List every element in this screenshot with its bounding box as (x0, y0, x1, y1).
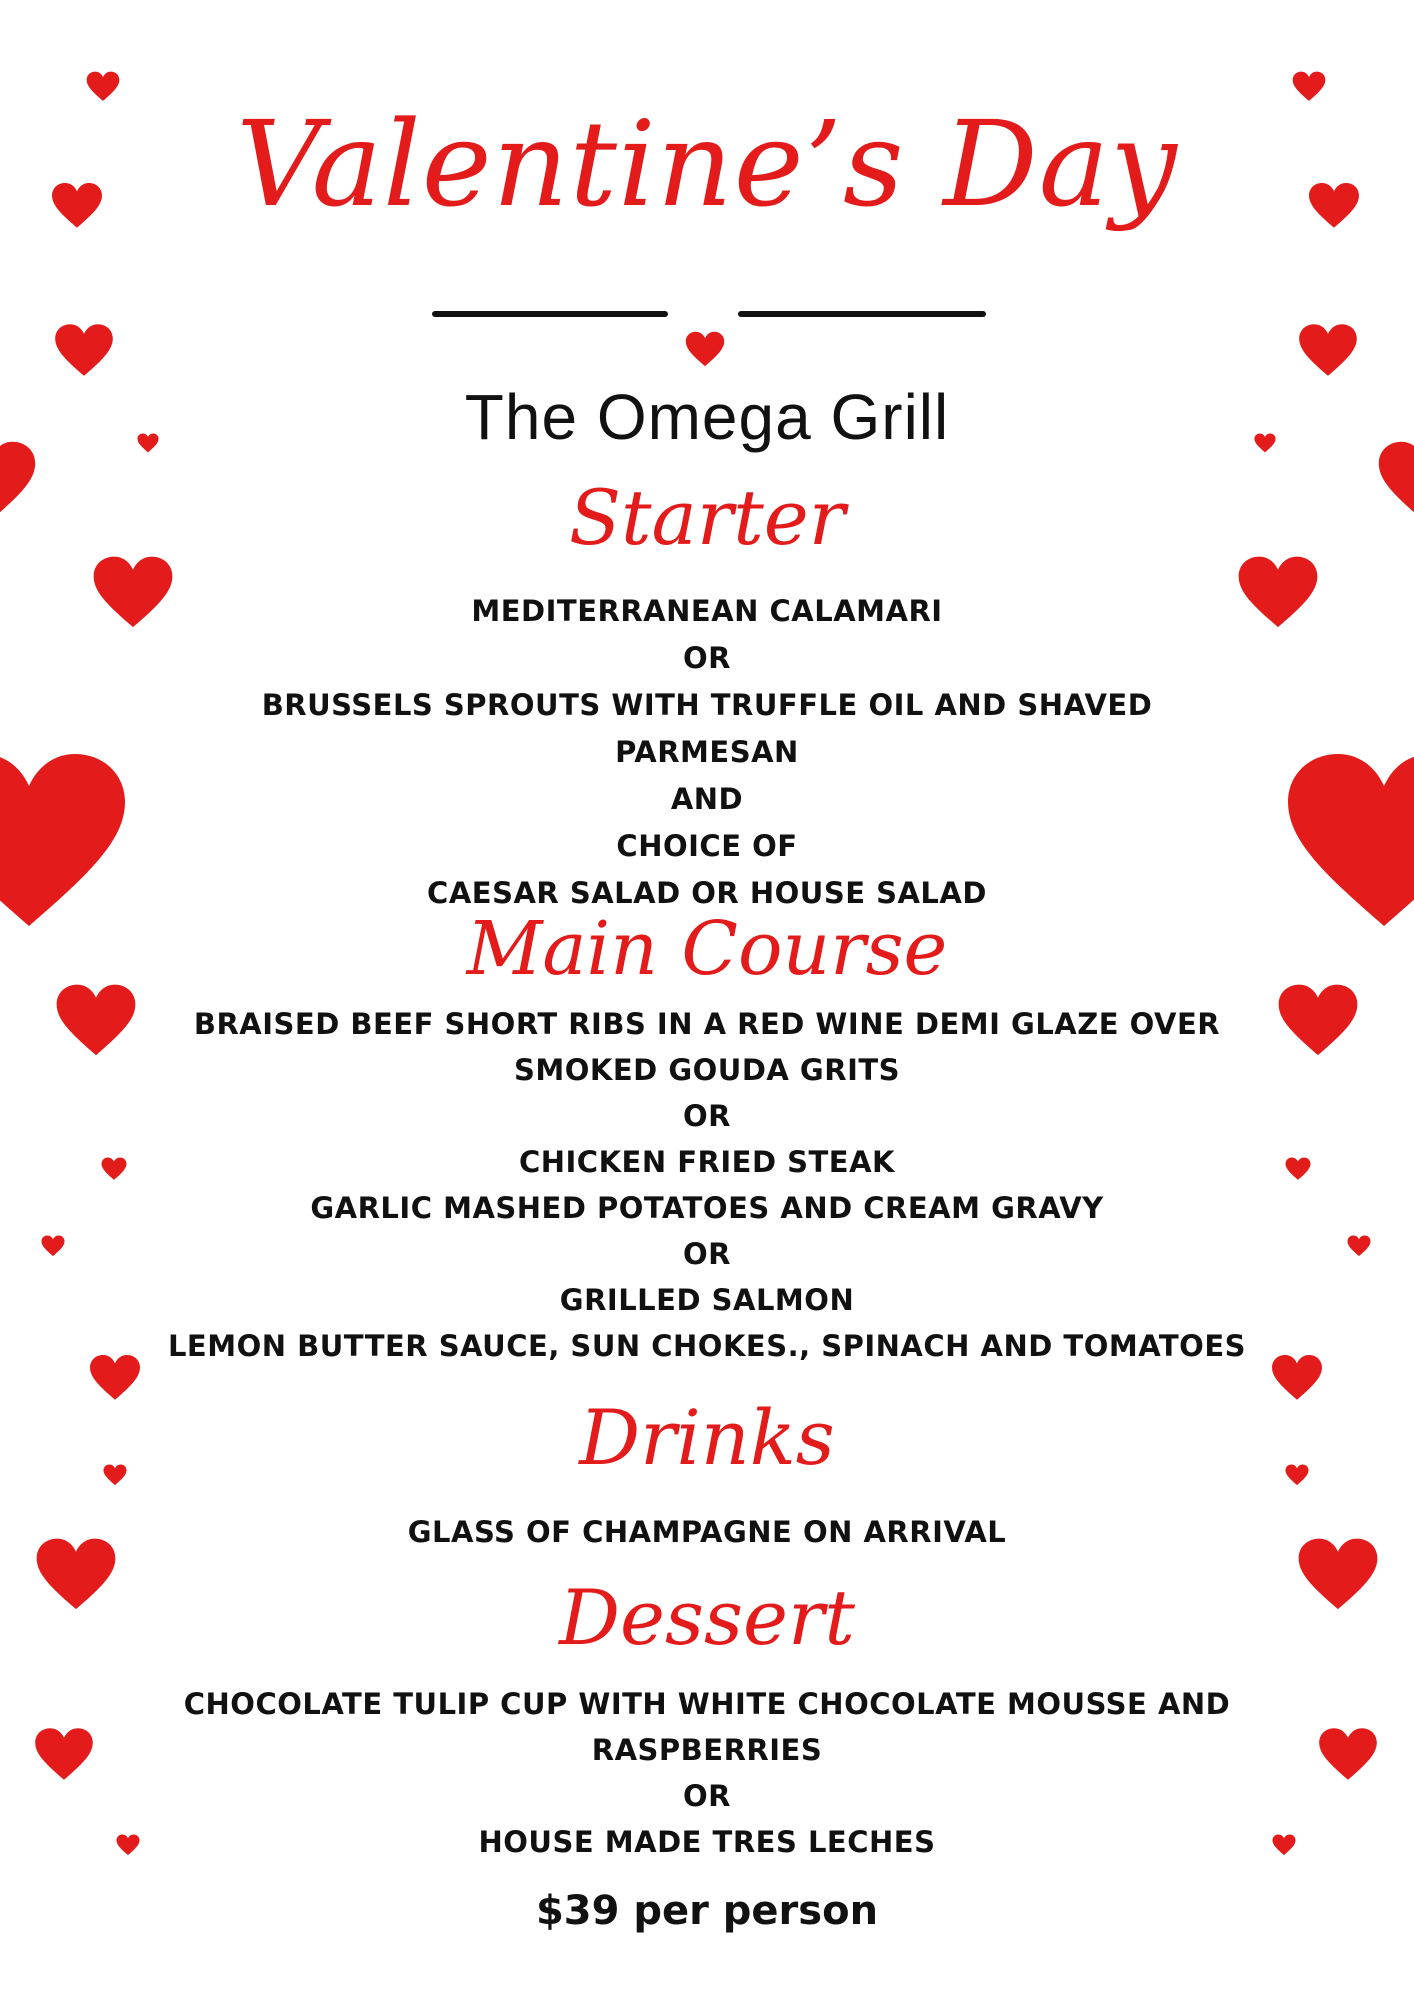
heart-icon (1284, 750, 1414, 930)
divider-line-left (432, 311, 668, 317)
heart-icon (1347, 1235, 1371, 1257)
menu-item: OR (683, 641, 731, 675)
heart-icon (89, 1354, 141, 1401)
menu-item: GLASS OF CHAMPAGNE ON ARRIVAL (407, 1515, 1007, 1549)
menu-item: CHICKEN FRIED STEAK (518, 1145, 896, 1179)
heart-icon (41, 1235, 65, 1257)
menu-item: GRILLED SALMON (559, 1283, 855, 1317)
menu-item: RASPBERRIES (591, 1733, 823, 1767)
menu-item: HOUSE MADE TRES LECHES (478, 1825, 936, 1859)
starter-items (150, 588, 1264, 917)
price-per-person: $39 per person (535, 1888, 879, 1934)
heart-icon (1271, 1354, 1323, 1401)
divider-heart-icon (685, 331, 725, 367)
divider-line-right (738, 311, 986, 317)
menu-item: OR (683, 1237, 731, 1271)
drinks-items (150, 1509, 1264, 1555)
section-heading-dessert: Dessert (559, 1573, 855, 1662)
heart-icon (1292, 71, 1326, 102)
main-course-items (150, 1001, 1264, 1369)
heart-icon (116, 1834, 140, 1856)
menu-item: SMOKED GOUDA GRITS (513, 1053, 901, 1087)
heart-icon (34, 1727, 94, 1781)
section-heading-starter: Starter (568, 473, 846, 562)
menu-item: BRUSSELS SPROUTS WITH TRUFFLE OIL AND SHAVED (261, 688, 1153, 722)
menu-item: AND (670, 782, 744, 816)
section-heading-drinks: Drinks (579, 1393, 835, 1482)
restaurant-name: The Omega Grill (464, 381, 950, 453)
menu-item: CAESAR SALAD OR HOUSE SALAD (427, 876, 987, 910)
menu-title: Valentine’s Day (236, 95, 1178, 233)
heart-icon (0, 750, 129, 930)
heart-icon (55, 983, 137, 1057)
menu-item: CHOICE OF (616, 829, 798, 863)
section-heading-main-course: Main Course (466, 906, 948, 992)
menu-item: PARMESAN (615, 735, 799, 769)
menu-item: GARLIC MASHED POTATOES AND CREAM GRAVY (310, 1191, 1104, 1225)
heart-icon (1272, 1834, 1296, 1856)
heart-icon (1277, 983, 1359, 1057)
heart-icon (86, 71, 120, 102)
heart-icon (54, 323, 114, 377)
menu-item: BRAISED BEEF SHORT RIBS IN A RED WINE DEMI GLAZE OVER (193, 1007, 1221, 1041)
menu-item: OR (683, 1779, 731, 1813)
heart-icon (1285, 1157, 1311, 1180)
menu-item: CHOCOLATE TULIP CUP WITH WHITE CHOCOLATE MOUSSE AND (183, 1687, 1231, 1721)
heart-icon (101, 1157, 127, 1180)
heart-icon (1298, 323, 1358, 377)
menu-item: LEMON BUTTER SAUCE, SUN CHOKES., SPINACH AND TOMATOES (167, 1329, 1247, 1363)
menu-item: OR (683, 1099, 731, 1133)
heart-icon (1318, 1727, 1378, 1781)
dessert-items (150, 1681, 1264, 1865)
menu-item: MEDITERRANEAN CALAMARI (471, 594, 943, 628)
